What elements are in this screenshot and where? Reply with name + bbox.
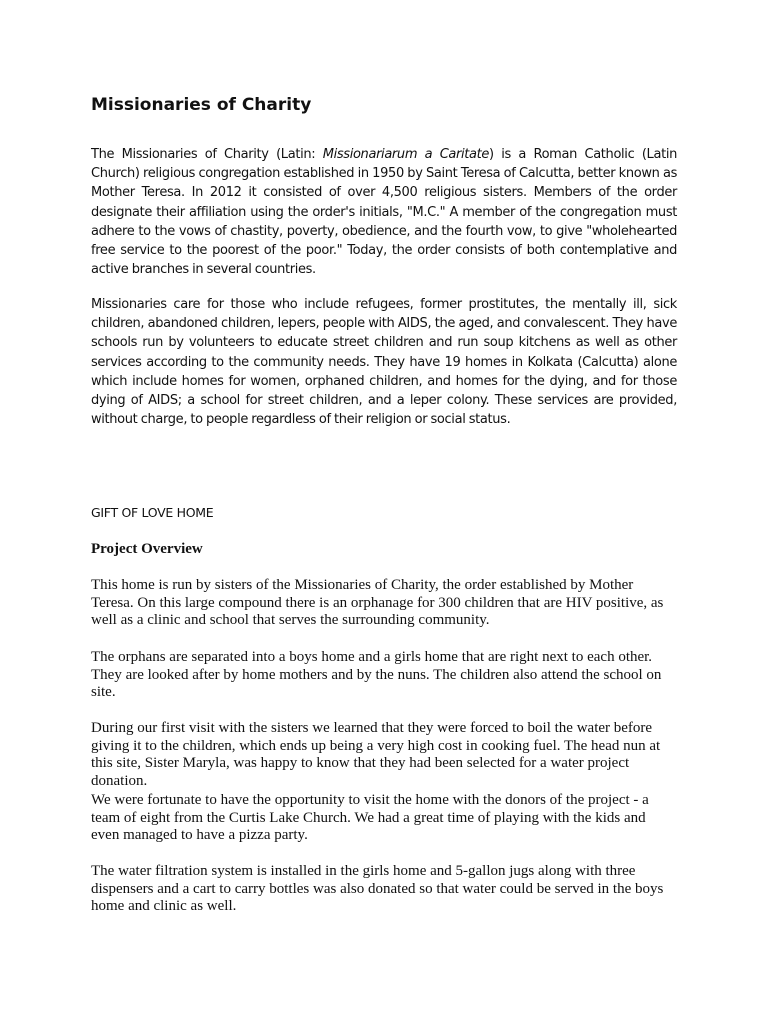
body-paragraph-2: The orphans are separated into a boys home and a girls home that are right next to each other. They are looked after by home mothers and by the nuns. The children also attend the school on site. bbox=[91, 649, 662, 701]
intro-paragraph-1 bbox=[91, 145, 677, 279]
document-title: Missionaries of Charity bbox=[91, 95, 312, 115]
intro-paragraph-1-end: ) is a Roman Catholic (Latin Church) religious congregation established in 1950 by Saint Teresa of Calcutta, better known as Mother Teresa. In 2012 it consisted of over 4,500 religious sisters. Members of the order designate their affiliation using the order's initials, "M.C." A member of the congregation must adhere to the vows of chastity, poverty, obedience, and the fourth vow, to give "wholehearted free service to the poorest of the poor." Today, the order consists of both contemplative and active branches in several countries. bbox=[91, 147, 677, 278]
body-paragraph-4: We were fortunate to have the opportunity to visit the home with the donors of the project - a team of eight from the Curtis Lake Church. We had a great time of playing with the kids and even managed to have a pizza party. bbox=[91, 792, 649, 844]
project-overview-heading: Project Overview bbox=[91, 541, 203, 557]
intro-paragraph-2: Missionaries care for those who include refugees, former prostitutes, the mentally ill, sick children, abandoned children, lepers, people with AIDS, the aged, and convalescent. They have schools run by volunteers to educate street children and run soup kitchens as well as other services according to the community needs. They have 19 homes in Kolkata (Calcutta) alone which include homes for women, orphaned children, and homes for the dying, and for those dying of AIDS; a school for street children, and a leper colony. These services are provided, without charge, to people regardless of their religion or social status. bbox=[91, 297, 677, 428]
body-paragraph-3: During our first visit with the sisters we learned that they were forced to boil the water before giving it to the children, which ends up being a very high cost in cooking fuel. The head nun at this site, Sister Maryla, was happy to know that they had been selected for a water project donation. bbox=[91, 720, 661, 790]
intro-paragraph-1-start: The Missionaries of Charity (Latin: bbox=[91, 147, 323, 162]
latin-name: Missionariarum a Caritate bbox=[322, 147, 490, 162]
body-paragraph-1: This home is run by sisters of the Missionaries of Charity, the order established by Mother Teresa. On this large compound there is an orphanage for 300 children that are HIV positive, as well as a clinic and school that serves the surrounding community. bbox=[91, 577, 664, 629]
body-paragraph-5: The water filtration system is installed in the girls home and 5-gallon jugs along with three dispensers and a cart to carry bottles was also donated so that water could be served in the boys home and clinic as well. bbox=[91, 863, 664, 915]
section-label: GIFT OF LOVE HOME bbox=[91, 505, 214, 520]
